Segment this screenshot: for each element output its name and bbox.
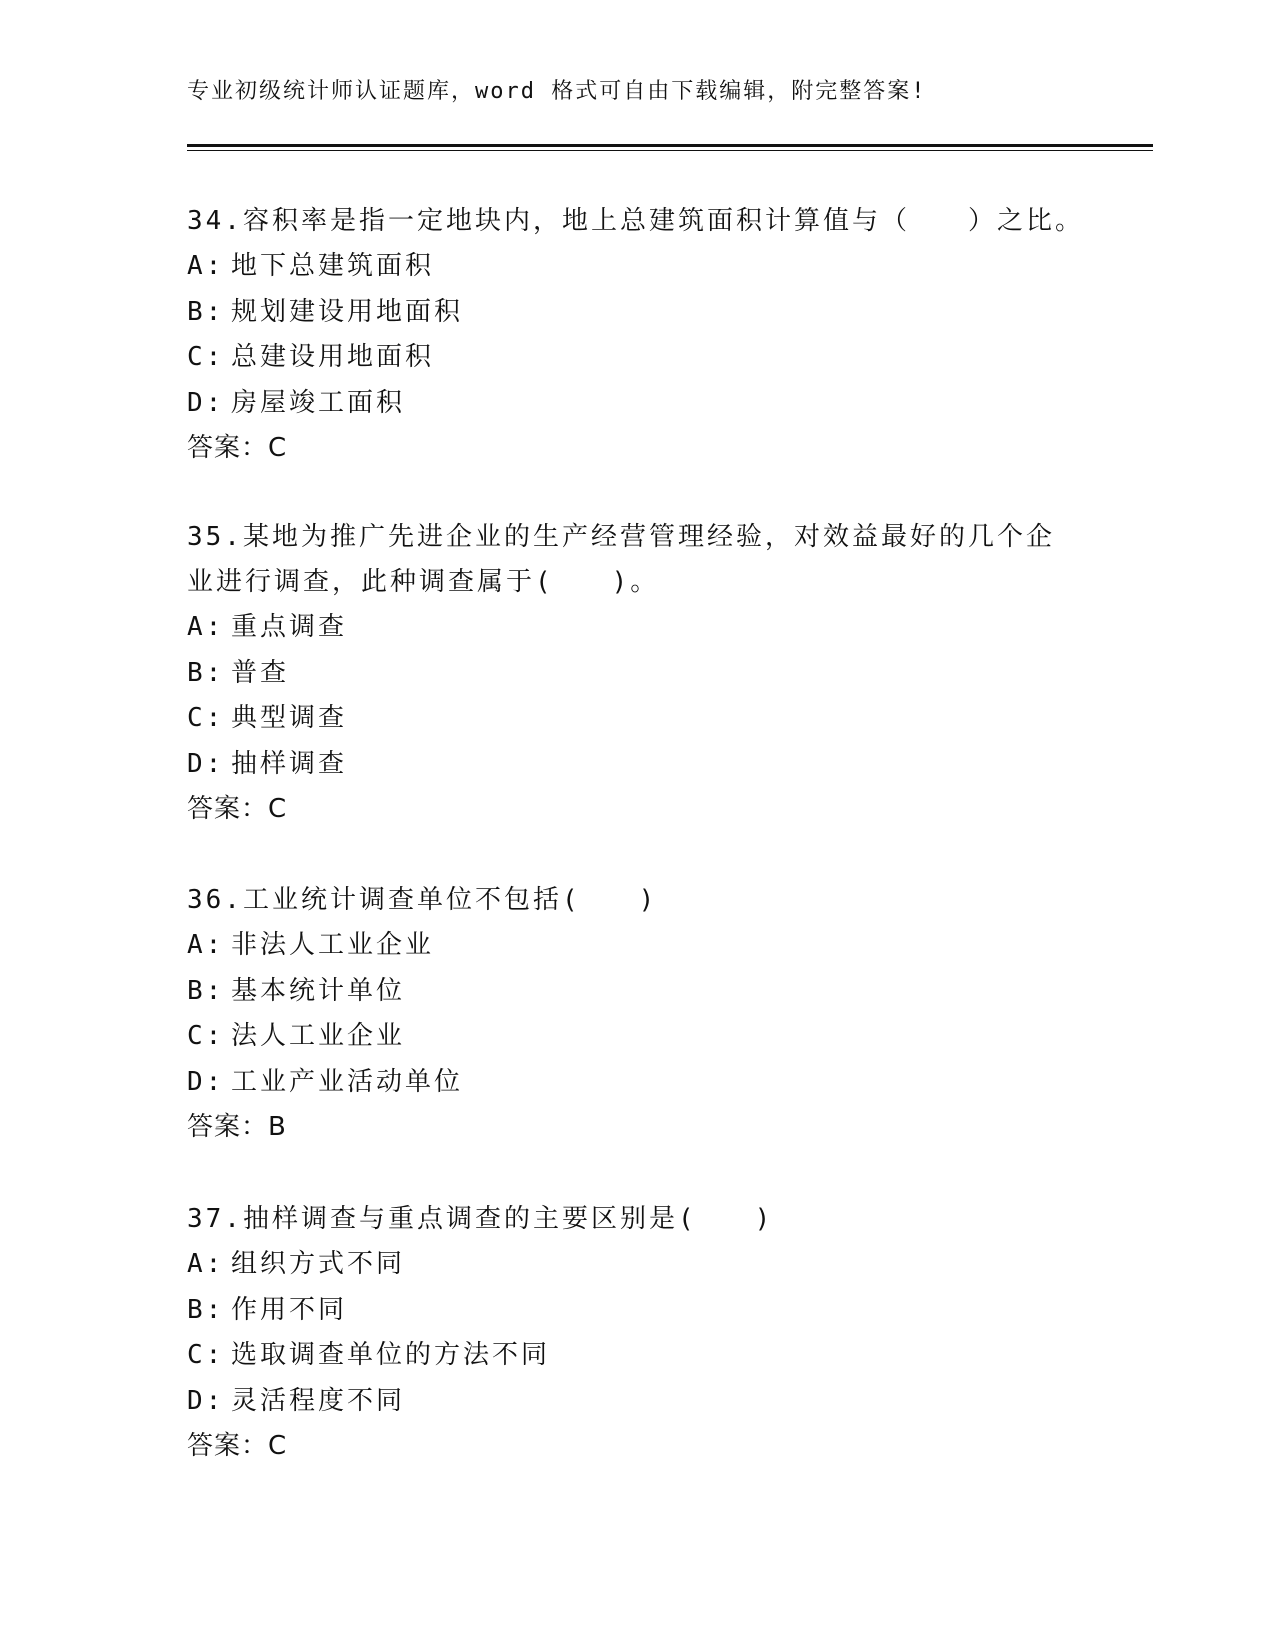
option-d	[187, 381, 1087, 427]
question-stem: 34.容积率是指一定地块内，地上总建筑面积计算值与（ ）之比。	[187, 206, 1084, 236]
option-c	[187, 335, 1087, 381]
option-letter: C:	[187, 1021, 225, 1051]
option-c	[187, 1333, 1087, 1379]
option-d	[187, 742, 1067, 788]
option-letter: A:	[187, 930, 225, 960]
option-letter: D:	[187, 1066, 225, 1097]
option-a	[187, 1242, 1087, 1288]
option-letter: B:	[187, 1294, 225, 1325]
answer-value: C	[268, 1431, 288, 1461]
question-36	[187, 878, 1087, 1150]
option-text: 总建设用地面积	[231, 342, 435, 372]
header-divider-thin	[187, 150, 1153, 151]
option-text: 工业产业活动单位	[231, 1066, 464, 1097]
answer-label: 答案：	[187, 1112, 269, 1142]
option-c	[187, 696, 1067, 742]
question-34	[187, 199, 1087, 471]
option-letter: D:	[187, 748, 225, 779]
option-text: 灵活程度不同	[231, 1385, 406, 1416]
option-b	[187, 651, 1067, 697]
answer-line	[187, 787, 1067, 832]
answer-line	[187, 426, 1087, 471]
option-d	[187, 1379, 1087, 1425]
question-stem: 35.某地为推广先进企业的生产经营管理经验，对效益最好的几个企业进行调查，此种调查属于( )。	[187, 522, 1055, 597]
option-letter: C:	[187, 1340, 225, 1370]
option-text: 典型调查	[231, 703, 348, 733]
option-letter: B:	[187, 657, 225, 688]
option-a	[187, 923, 1087, 969]
question-stem: 37.抽样调查与重点调查的主要区别是( )	[187, 1204, 774, 1234]
answer-value: B	[268, 1112, 287, 1142]
option-a	[187, 605, 1067, 651]
option-text: 普查	[231, 657, 290, 688]
question-37	[187, 1197, 1087, 1469]
option-text: 组织方式不同	[231, 1249, 406, 1279]
option-letter: A:	[187, 251, 225, 281]
option-text: 规划建设用地面积	[231, 296, 464, 327]
option-letter: D:	[187, 1385, 225, 1416]
option-b	[187, 1288, 1087, 1334]
option-text: 地下总建筑面积	[231, 251, 435, 281]
option-text: 基本统计单位	[231, 975, 406, 1006]
answer-line	[187, 1424, 1087, 1469]
option-letter: C:	[187, 342, 225, 372]
option-text: 房屋竣工面积	[231, 387, 406, 418]
header-divider-thick	[187, 144, 1153, 147]
answer-value: C	[268, 433, 288, 463]
answer-value: C	[268, 794, 288, 824]
option-a	[187, 244, 1087, 290]
answer-line	[187, 1105, 1087, 1150]
option-text: 抽样调查	[231, 748, 348, 779]
option-letter: B:	[187, 975, 225, 1006]
question-stem: 36.工业统计调查单位不包括( )	[187, 885, 658, 915]
option-letter: C:	[187, 703, 225, 733]
answer-label: 答案：	[187, 1431, 269, 1461]
option-letter: B:	[187, 296, 225, 327]
option-text: 选取调查单位的方法不同	[231, 1340, 551, 1370]
document-header: 专业初级统计师认证题库，word 格式可自由下载编辑，附完整答案!	[187, 79, 927, 104]
option-text: 重点调查	[231, 612, 348, 642]
answer-label: 答案：	[187, 433, 269, 463]
option-text: 法人工业企业	[231, 1021, 406, 1051]
option-d	[187, 1060, 1087, 1106]
option-text: 作用不同	[231, 1294, 348, 1325]
option-b	[187, 969, 1087, 1015]
option-text: 非法人工业企业	[231, 930, 435, 960]
answer-label: 答案：	[187, 794, 269, 824]
question-35	[187, 515, 1067, 832]
option-c	[187, 1014, 1087, 1060]
option-letter: D:	[187, 387, 225, 418]
option-letter: A:	[187, 612, 225, 642]
option-letter: A:	[187, 1249, 225, 1279]
option-b	[187, 290, 1087, 336]
